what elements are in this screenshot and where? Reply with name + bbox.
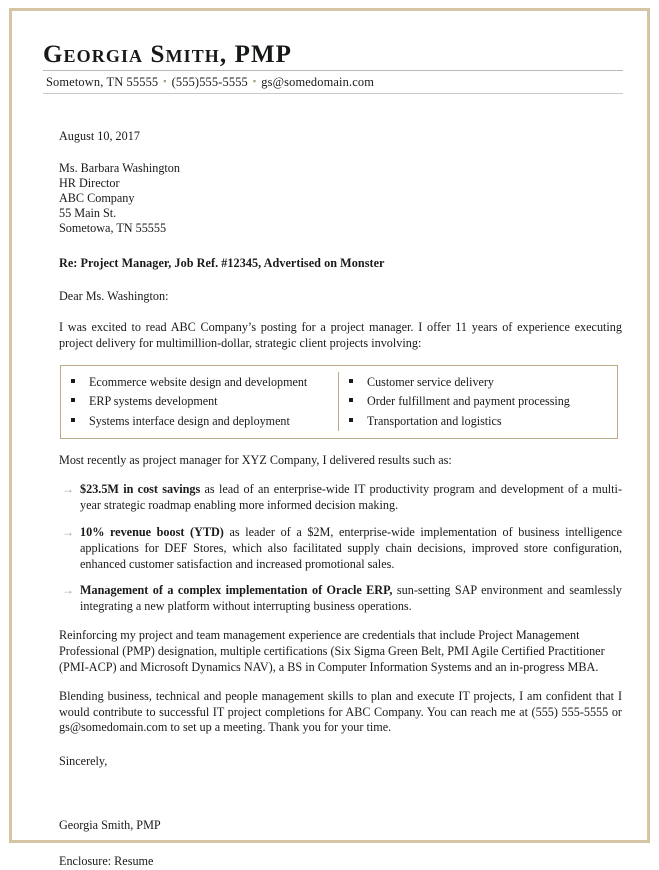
closing-paragraph: Blending business, technical and people management skills to plan and execute IT projects, I am confident that I would contribute to successful IT project completions for ABC Company. You can reach me at (555) 555-5555 or gs@somedomain.com to set up a meeting. Thank you for your time. (59, 688, 622, 735)
list-item (349, 372, 611, 392)
letterhead (43, 41, 623, 94)
skill-label: Systems interface design and deployment (89, 414, 290, 429)
achievement-rest: as lead of an enterprise-wide IT productivity program and development of a multi-year strategic roadmap enabling more informed decision making. (80, 482, 622, 512)
intro-paragraph: I was excited to read ABC Company’s posting for a project manager. I offer 11 years of experience executing project delivery for multimillion-dollar, strategic client projects involving: (59, 320, 622, 351)
skills-column-left (61, 372, 339, 431)
recipient-company: ABC Company (59, 191, 135, 206)
recipient-address (59, 161, 622, 236)
enclosure-note: Enclosure: Resume (59, 854, 154, 869)
list-item (71, 392, 332, 412)
achievement-highlight: Management of a complex implementation of Oracle ERP, (80, 583, 393, 598)
skill-label: Order fulfillment and payment processing (367, 394, 570, 409)
square-bullet-icon (71, 398, 75, 402)
letter-page (12, 11, 647, 869)
square-bullet-icon (349, 418, 353, 422)
arrow-bullet-icon: → (62, 482, 74, 497)
separator-dot-icon: ▪ (252, 76, 257, 86)
achievement-text (80, 482, 622, 514)
square-bullet-icon (71, 379, 75, 383)
skill-label: ERP systems development (89, 394, 218, 409)
skills-box (60, 365, 618, 439)
subject-line: Re: Project Manager, Job Ref. #12345, Advertised on Monster (59, 256, 385, 271)
letter-date: August 10, 2017 (59, 129, 140, 143)
achievements-list (57, 482, 622, 615)
list-item (62, 525, 622, 573)
recipient-street: 55 Main St. (59, 206, 117, 221)
achievement-rest: as leader of a $2M, enterprise-wide implementation of business intelligence applications for DEF Stores, which also facilitated supply chain decisions, improved store configuration, enhanced customer satisfaction and increased promotional sales. (80, 524, 622, 571)
letter-body (57, 129, 622, 870)
achievement-rest: sun-setting SAP environment and seamlessly integrating a new platform without interrupting business operations. (80, 583, 622, 614)
achievement-highlight: $23.5M in cost savings (80, 482, 201, 497)
page-title: Georgia Smith, PMP (43, 41, 293, 68)
arrow-bullet-icon: → (62, 583, 74, 598)
list-item (71, 372, 332, 392)
square-bullet-icon (349, 379, 353, 383)
separator-dot-icon: ▪ (163, 76, 167, 86)
achievements-lead-in: Most recently as project manager for XYZ Company, I delivered results such as: (59, 453, 452, 468)
skill-label: Transportation and logistics (367, 414, 502, 429)
recipient-city-state-zip: Sometowa, TN 55555 (59, 221, 167, 236)
contact-line (43, 71, 623, 93)
list-item (349, 412, 611, 432)
contact-phone: (555)555-5555 (171, 75, 248, 89)
achievement-highlight: 10% revenue boost (YTD) (80, 524, 224, 539)
list-item (349, 392, 611, 412)
list-item (62, 482, 622, 514)
credentials-paragraph: Reinforcing my project and team management experience are credentials that include Project Management Professional (PMP) designation, multiple certifications (Six Sigma Green Belt, PMI Agile Certified Practitioner (PMI-ACP) and Microsoft Dynamics NAV), a BS in Computer Information Systems and an in-progress MBA. (59, 628, 605, 674)
salutation: Dear Ms. Washington: (59, 288, 169, 303)
achievement-text (80, 525, 622, 573)
recipient-title: HR Director (59, 176, 120, 191)
letterhead-rule-bottom (43, 93, 623, 94)
sign-off: Sincerely, (59, 754, 108, 769)
recipient-name: Ms. Barbara Washington (59, 161, 180, 176)
list-item (62, 583, 622, 615)
page-border-frame (9, 8, 650, 869)
contact-email[interactable]: gs@somedomain.com (261, 75, 374, 89)
signature-name: Georgia Smith, PMP (59, 817, 161, 832)
arrow-bullet-icon: → (62, 524, 74, 539)
square-bullet-icon (349, 398, 353, 402)
contact-location: Sometown, TN 55555 (46, 75, 159, 89)
achievement-text (80, 583, 622, 615)
skill-label: Ecommerce website design and development (89, 374, 308, 389)
square-bullet-icon (71, 418, 75, 422)
skills-column-right (339, 372, 617, 431)
list-item (71, 412, 332, 432)
skill-label: Customer service delivery (367, 374, 494, 389)
